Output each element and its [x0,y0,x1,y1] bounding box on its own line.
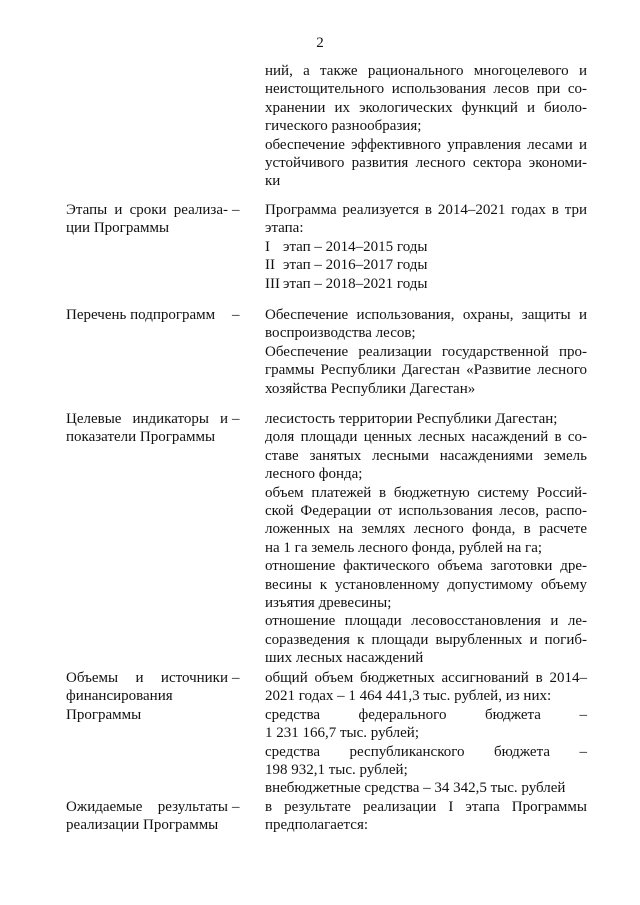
row-label: Объемы и источники финансирования Программы [66,670,228,723]
dash: – [232,202,240,218]
text-line: устойчивого развития лесного сектора экономи- [265,155,587,172]
stage-item: III этап – 2018–2021 годы [265,275,428,292]
stage-item: I этап – 2014–2015 годы [265,238,428,255]
row-label: Перечень подпрограмм [66,307,216,323]
row-label: Этапы и сроки реализа- ции Программы [66,202,228,237]
text-line: ки [265,173,281,190]
row-value: Обеспечение использования, охраны, защиты и воспроизводства лесов; Обеспечение реализации государственной про- граммы Республики Дагестан «Развитие лесного хозяйства Республики Дагестан» [265,307,587,397]
text-line: гического разнообразия; [265,118,422,135]
row-value: лесистость территории Республики Дагестан; доля площади ценных лесных насаждений в со- ставе занятых лесными насаждениями земель лесного фонда; объем платежей в бюджетную систему Россий- ской Федерации от использования лесов, распо- ложенных на землях лесного фонда, в расчете на 1 га земель лесного фонда, рублей на га; отношение фактического объема заготовки дре- весины к установленному допустимому объему изъятия древесины; отношение площади лесовосстановления и ле- соразведения к площади вырубленных и погиб- ших лесных насаждений [265,411,587,667]
dash: – [232,799,240,815]
row-label: Ожидаемые результаты реализации Программы [66,799,228,834]
text-line: ний, а также рационального многоцелевого и [265,63,587,79]
text-line: обеспечение эффективного управления лесами и [265,136,587,153]
stage-item: II этап – 2016–2017 годы [265,257,428,274]
row-value: общий объем бюджетных ассигнований в 2014– 2021 годах – 1 464 441,3 тыс. рублей, из них: средства федерального бюджета – 1 231 166,7 тыс. рублей; средства республиканского бюджета – 198 932,1 тыс. рублей; внебюджетные средства – 34 342,5 тыс. рублей [265,670,587,797]
page-number: 2 [316,35,324,51]
text-line: неистощительного использования лесов при со- [265,81,587,98]
dash: – [232,307,240,323]
text-line: хранении их экологических функций и биоло- [265,99,587,116]
dash: – [232,411,240,427]
dash: – [232,670,240,686]
row-value: в результате реализации I этапа Программы предполагается: [265,799,587,834]
row-label: Целевые индикаторы и показатели Программы [66,411,228,446]
continuation-text [265,62,587,191]
row-value: Программа реализуется в 2014–2021 годах в три этапа: I этап – 2014–2015 годы II этап – 2016–2017 годы III этап – 2018–2021 годы [265,202,587,292]
